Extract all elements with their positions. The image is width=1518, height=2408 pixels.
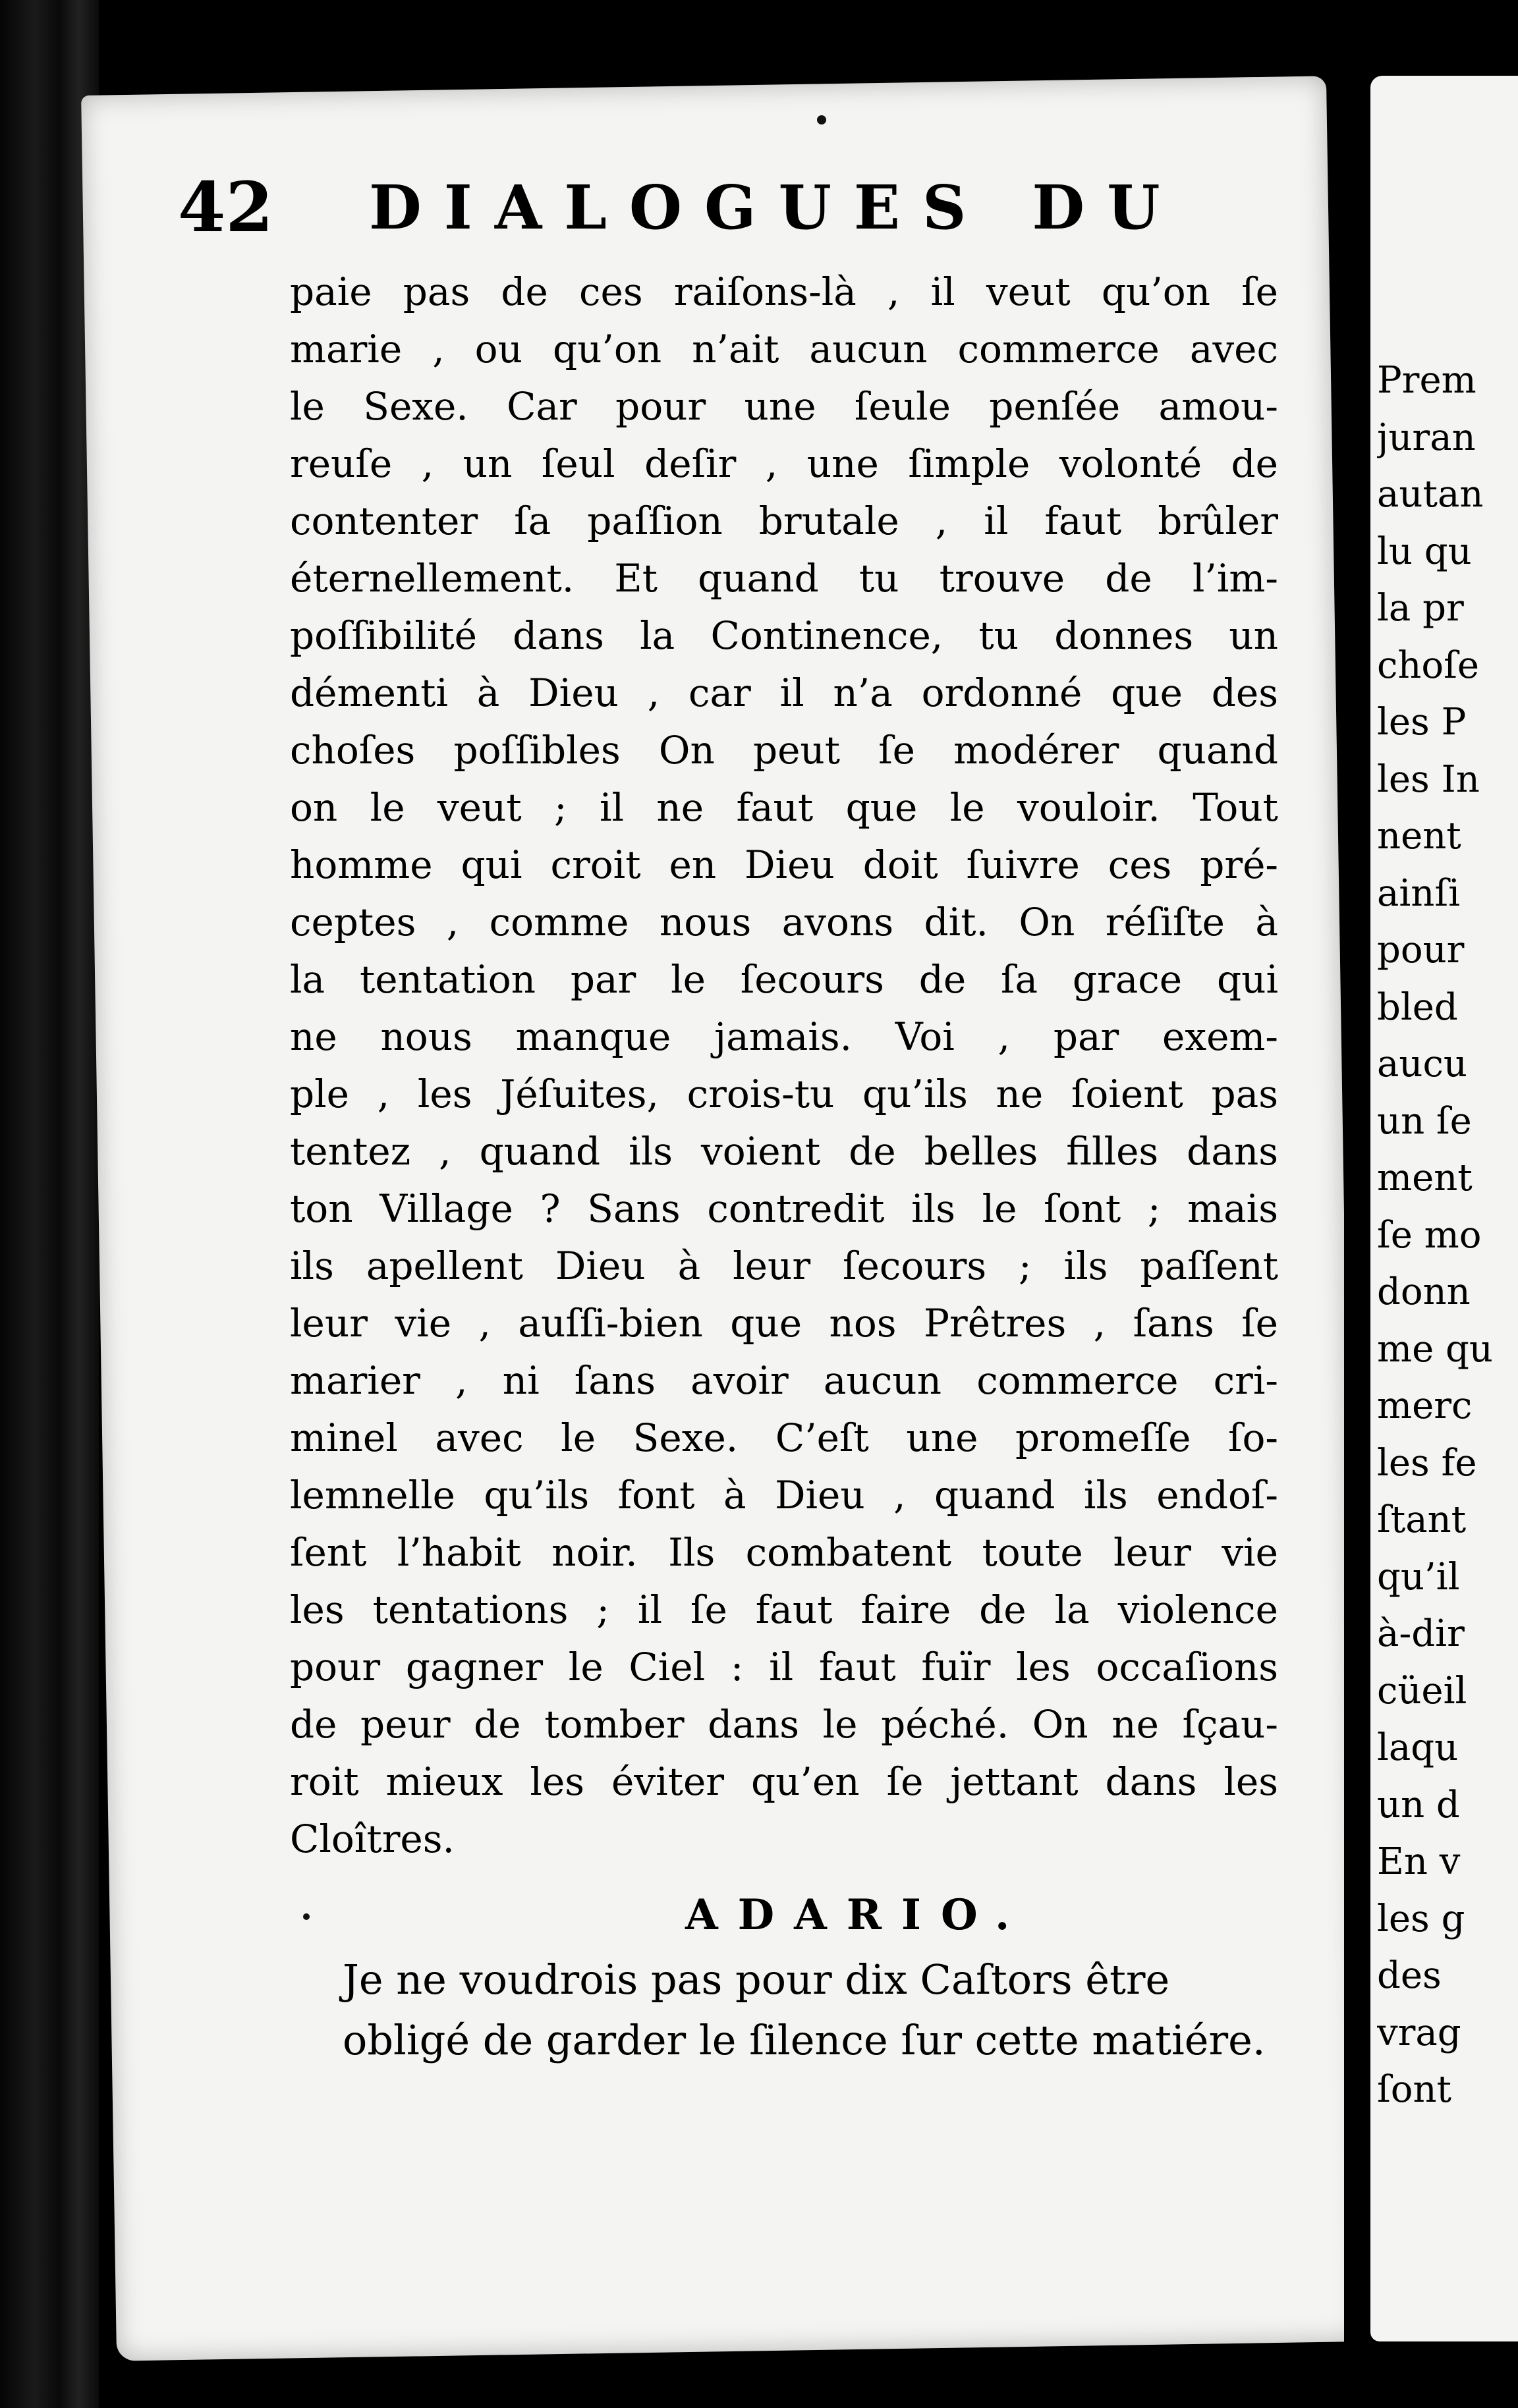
text-fragment: juran: [1377, 416, 1476, 459]
text-line: paie pas de ces raiſons-là , il veut qu’on ſe: [290, 269, 1278, 314]
text-line: leur vie , auſſi-bien que nos Prêtres , ſans ſe: [290, 1301, 1278, 1346]
text-fragment: la pr: [1377, 587, 1464, 630]
speech-line: Je ne voudrois pas pour dix Caſtors être: [343, 1956, 1170, 2004]
text-fragment: des: [1377, 1954, 1442, 1997]
text-fragment: lu qu: [1377, 530, 1472, 573]
text-fragment: merc: [1377, 1384, 1473, 1427]
text-fragment: bled: [1377, 985, 1458, 1029]
text-line: éternellement. Et quand tu trouve de l’im-: [290, 556, 1278, 601]
right-page-text: [1377, 352, 1518, 2119]
text-fragment: nent: [1377, 815, 1461, 858]
right-page: [1370, 76, 1518, 2341]
text-fragment: un ſe: [1377, 1099, 1472, 1143]
text-fragment: donn: [1377, 1271, 1471, 1313]
text-line: ple , les Jéſuites, crois-tu qu’ils ne ſoient pas: [290, 1072, 1278, 1116]
text-line: marie , ou qu’on n’ait aucun commerce avec: [290, 327, 1278, 371]
text-line: roit mieux les éviter qu’en ſe jettant dans les: [290, 1759, 1278, 1804]
text-fragment: laqu: [1377, 1726, 1459, 1769]
body-text: [290, 263, 1278, 1868]
text-fragment: à-dir: [1377, 1612, 1465, 1655]
text-fragment: cüeil: [1377, 1669, 1467, 1712]
text-fragment: ſtant: [1377, 1498, 1467, 1541]
text-line: la tentation par le ſecours de ſa grace qui: [290, 957, 1278, 1002]
speaker-name: ADARIO.: [685, 1890, 1030, 1940]
text-fragment: ainſi: [1377, 871, 1460, 915]
text-fragment: qu’il: [1377, 1555, 1460, 1599]
text-line: poſſibilité dans la Continence, tu donnes un: [290, 613, 1278, 658]
running-head-title: DIALOGUES DU: [369, 172, 1183, 243]
text-line: ton Village ? Sans contredit ils le ſont ; mais: [290, 1186, 1278, 1231]
text-fragment: ſont: [1377, 2068, 1452, 2111]
text-line: démenti à Dieu , car il n’a ordonné que des: [290, 670, 1278, 715]
running-head: [178, 165, 1331, 263]
book-edge: [0, 0, 99, 2408]
text-line: Cloîtres.: [290, 1817, 455, 1861]
text-line: le Sexe. Car pour une ſeule penſée amou-: [290, 384, 1278, 429]
text-fragment: les In: [1377, 757, 1480, 801]
text-line: choſes poſſibles On peut ſe modérer quand: [290, 728, 1278, 773]
text-fragment: ſe mo: [1377, 1213, 1482, 1257]
text-line: lemnelle qu’ils font à Dieu , quand ils endoſ-: [290, 1473, 1278, 1518]
text-line: minel avec le Sexe. C’eſt une promeſſe ſo-: [290, 1415, 1278, 1460]
text-fragment: les P: [1377, 701, 1467, 744]
text-line: tentez , quand ils voient de belles filles dans: [290, 1129, 1278, 1174]
text-fragment: les g: [1377, 1897, 1465, 1940]
text-fragment: les fe: [1377, 1441, 1477, 1485]
text-fragment: Prem: [1377, 359, 1476, 402]
speech-line: obligé de garder le ſilence ſur cette matiére.: [343, 2016, 1266, 2064]
text-line: contenter ſa paſſion brutale , il faut brûler: [290, 499, 1278, 543]
text-fragment: pour: [1377, 929, 1465, 971]
text-line: ne nous manque jamais. Voi , par exem-: [290, 1014, 1278, 1059]
text-fragment: En v: [1377, 1840, 1461, 1883]
text-fragment: un d: [1377, 1783, 1460, 1826]
text-line: marier , ni ſans avoir aucun commerce cri-: [290, 1358, 1278, 1403]
text-line: on le veut ; il ne faut que le vouloir. Tout: [290, 785, 1278, 830]
speech-text: [343, 1950, 1305, 2071]
text-fragment: aucu: [1377, 1043, 1467, 1085]
ink-speck: [303, 1913, 310, 1920]
text-fragment: choſe: [1377, 643, 1480, 687]
text-fragment: autan: [1377, 473, 1484, 516]
text-line: ceptes , comme nous avons dit. On réſiſte à: [290, 900, 1278, 944]
text-line: de peur de tomber dans le péché. On ne ſçau-: [290, 1702, 1278, 1747]
text-fragment: ment: [1377, 1157, 1473, 1199]
text-line: ils apellent Dieu à leur ſecours ; ils paſſent: [290, 1244, 1278, 1288]
text-fragment: me qu: [1377, 1327, 1493, 1371]
text-line: reuſe , un ſeul deſir , une ſimple volonté de: [290, 441, 1278, 486]
ink-speck: [817, 115, 826, 124]
page-number: 42: [178, 167, 273, 248]
text-line: pour gagner le Ciel : il faut fuïr les occaſions: [290, 1645, 1278, 1689]
text-line: les tentations ; il ſe faut faire de la violence: [290, 1587, 1278, 1632]
text-fragment: vrag: [1377, 2011, 1461, 2054]
text-line: homme qui croit en Dieu doit ſuivre ces pré-: [290, 842, 1278, 887]
text-line: ſent l’habit noir. Ils combatent toute leur vie: [290, 1530, 1278, 1575]
